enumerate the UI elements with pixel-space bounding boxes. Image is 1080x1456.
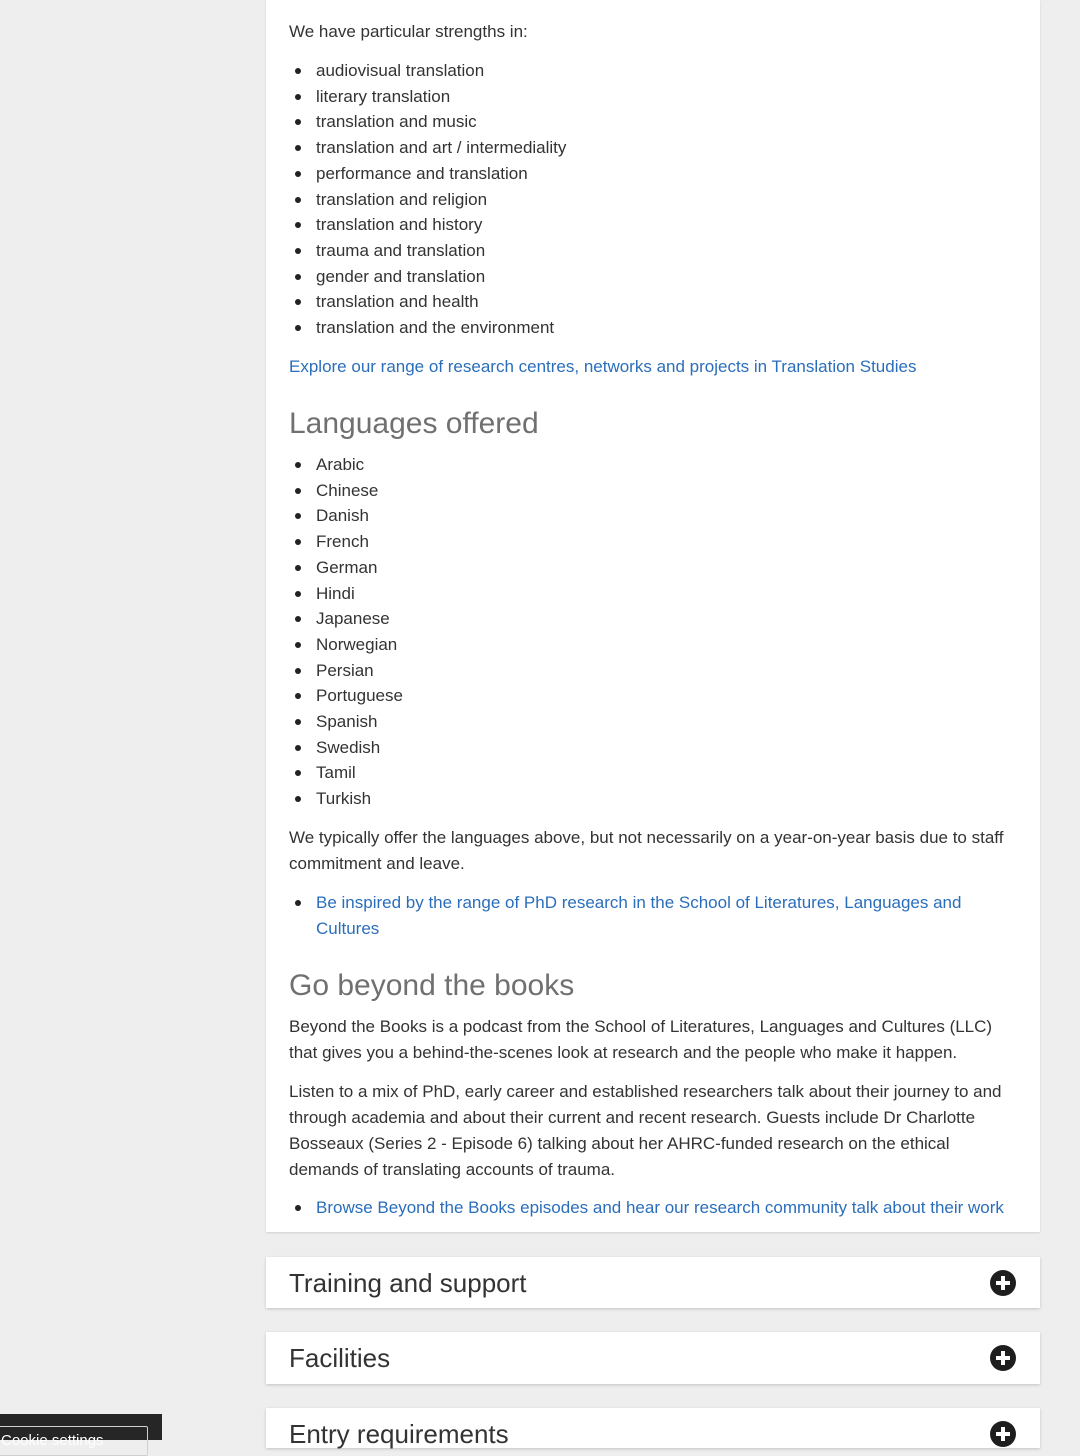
plus-circle-icon[interactable]	[990, 1421, 1016, 1447]
list-item: translation and history	[289, 212, 1017, 238]
languages-heading: Languages offered	[289, 407, 539, 440]
list-item: Tamil	[289, 760, 1017, 786]
list-item: Portuguese	[289, 683, 1017, 709]
list-item	[289, 890, 977, 942]
beyond-paragraph-1: Beyond the Books is a podcast from the School of Literatures, Languages and Cultures (LLC) that gives you a behind-the-scenes look at research and the people who make it happen.	[289, 1017, 993, 1062]
beyond-links-list	[289, 1195, 1017, 1221]
list-item: literary translation	[289, 84, 1017, 110]
list-item: audiovisual translation	[289, 58, 1017, 84]
list-item: translation and health	[289, 289, 1017, 315]
beyond-paragraph-2: Listen to a mix of PhD, early career and established researchers talk about their journey to and through academia and about their current and recent research. Guests include Dr Charlotte Bosseaux (Series 2 - Episode 6) talking about her AHRC-funded research on the ethical demands of translating accounts of trauma.	[289, 1082, 1002, 1179]
languages-list	[289, 452, 1017, 812]
list-item: translation and religion	[289, 187, 1017, 213]
explore-research-link[interactable]: Explore our range of research centres, networks and projects in Translation Studies	[289, 357, 917, 376]
beyond-heading: Go beyond the books	[289, 969, 575, 1002]
languages-note: We typically offer the languages above, but not necessarily on a year-on-year basis due to staff commitment and leave.	[289, 828, 1004, 873]
strengths-intro: We have particular strengths in:	[289, 22, 528, 41]
list-item: Norwegian	[289, 632, 1017, 658]
list-item: Swedish	[289, 735, 1017, 761]
list-item: Chinese	[289, 478, 1017, 504]
list-item: trauma and translation	[289, 238, 1017, 264]
cookie-banner	[0, 1414, 162, 1449]
list-item: German	[289, 555, 1017, 581]
list-item: French	[289, 529, 1017, 555]
list-item	[289, 1195, 1017, 1221]
list-item: gender and translation	[289, 264, 1017, 290]
phd-research-list	[289, 890, 1017, 942]
accordion-facilities[interactable]	[266, 1332, 1040, 1384]
plus-circle-icon[interactable]	[990, 1270, 1016, 1296]
list-item: Spanish	[289, 709, 1017, 735]
list-item: Turkish	[289, 786, 1017, 812]
list-item: Japanese	[289, 606, 1017, 632]
cookie-settings-button[interactable]: Cookie settings	[0, 1426, 148, 1456]
phd-research-link[interactable]: Be inspired by the range of PhD research in the School of Literatures, Languages and Cultures	[316, 893, 962, 938]
list-item: Hindi	[289, 581, 1017, 607]
list-item: Danish	[289, 503, 1017, 529]
list-item: translation and music	[289, 109, 1017, 135]
strengths-list	[289, 58, 1017, 341]
accordion-entry-requirements[interactable]	[266, 1408, 1040, 1448]
list-item: performance and translation	[289, 161, 1017, 187]
list-item: translation and art / intermediality	[289, 135, 1017, 161]
accordion-title: Training and support	[289, 1268, 527, 1298]
list-item: Arabic	[289, 452, 1017, 478]
accordion-title: Facilities	[289, 1343, 391, 1373]
accordion-training-support[interactable]	[266, 1257, 1040, 1308]
list-item: Persian	[289, 658, 1017, 684]
accordion-title: Entry requirements	[289, 1419, 509, 1449]
browse-episodes-link[interactable]: Browse Beyond the Books episodes and hear our research community talk about their work	[316, 1198, 1004, 1217]
content-card	[266, 0, 1040, 1232]
list-item: translation and the environment	[289, 315, 1017, 341]
plus-circle-icon[interactable]	[990, 1345, 1016, 1371]
